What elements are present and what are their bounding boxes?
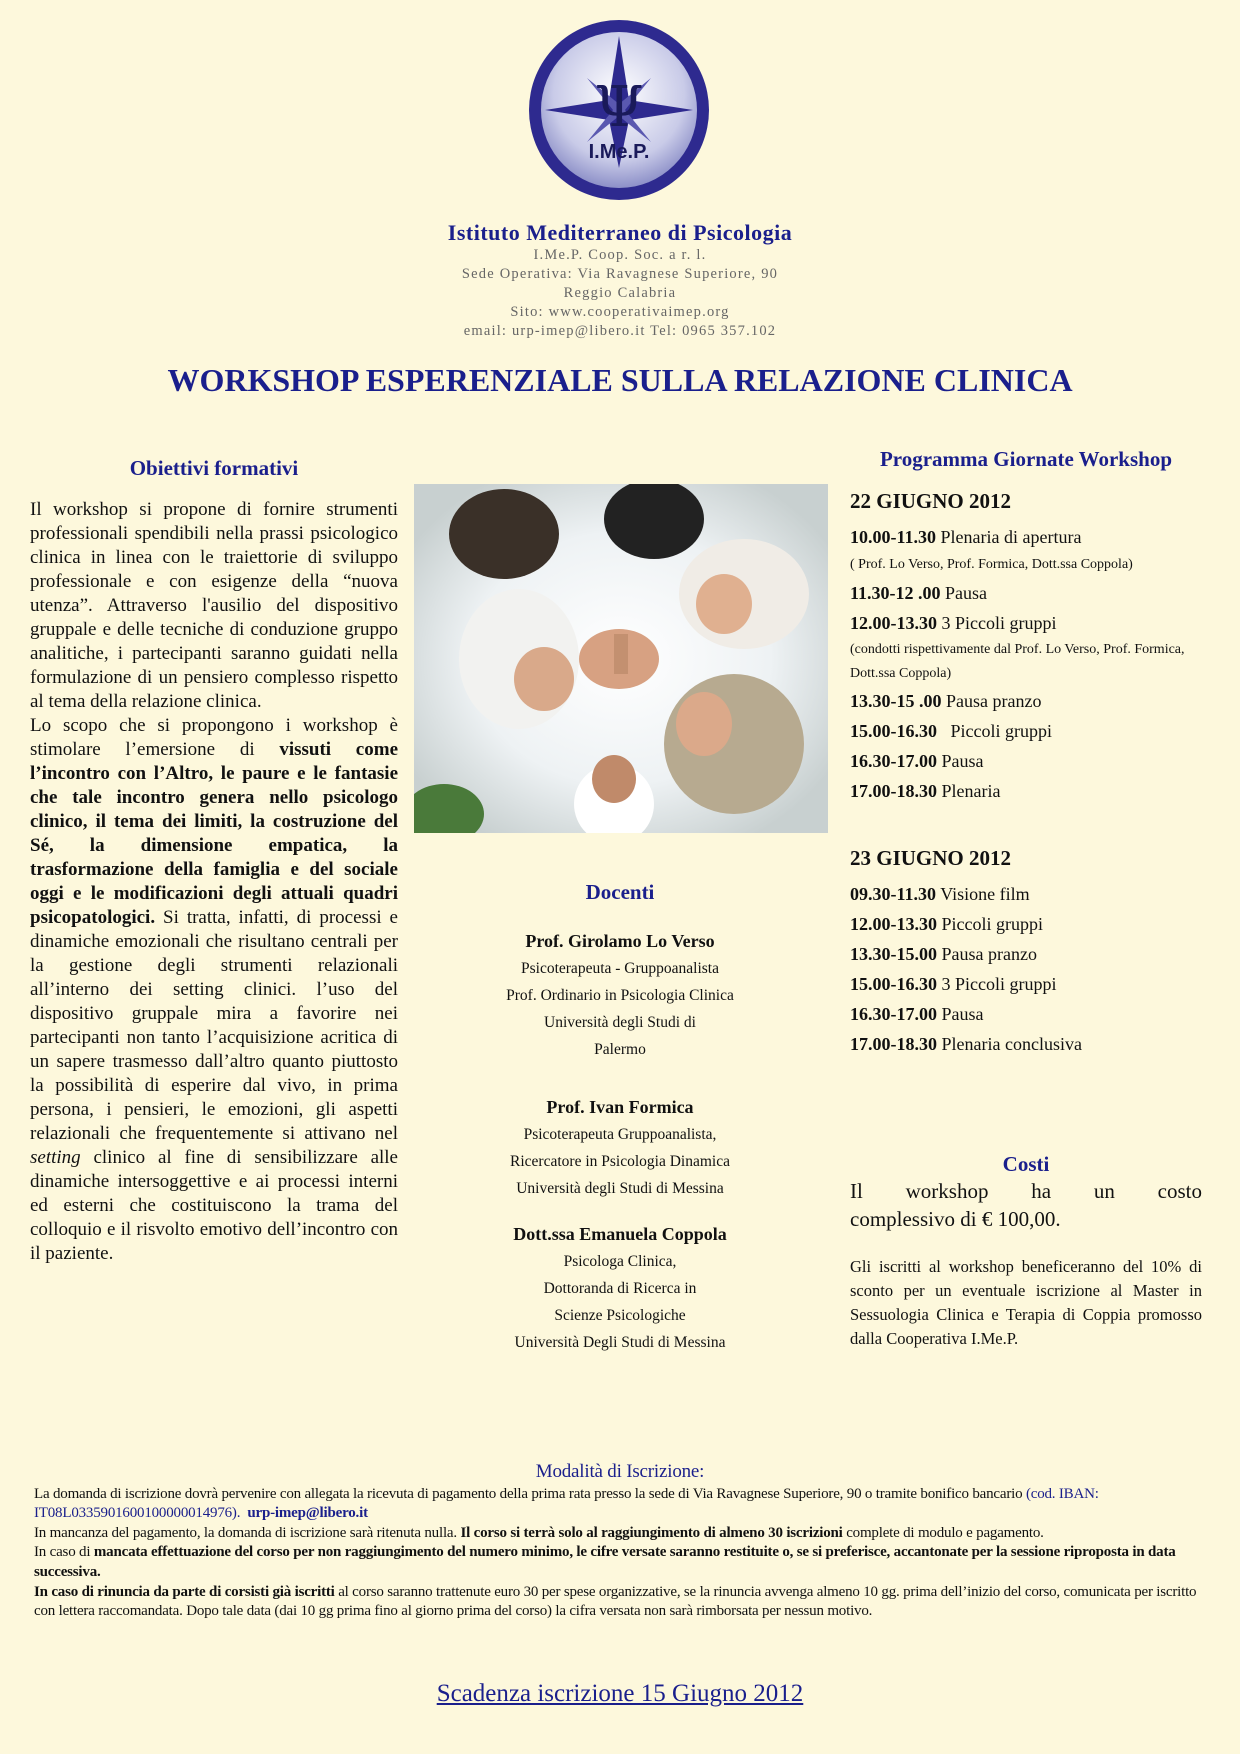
- programma-section: [850, 448, 1202, 1059]
- docenti-heading: Docenti: [585, 880, 655, 904]
- institute-line: I.Me.P. Coop. Soc. a r. l.: [533, 247, 707, 263]
- activity: Piccoli gruppi: [937, 721, 1052, 741]
- bold-text: Il corso si terrà solo al raggiungimento di almeno 30 iscrizioni: [460, 1524, 843, 1541]
- institute-contact: email: urp-imep@libero.it Tel: 0965 357.102: [463, 323, 777, 339]
- activity: Pausa: [937, 1004, 984, 1024]
- day-date: 23 GIUGNO 2012: [850, 846, 1012, 870]
- sconto-text: Gli iscritti al workshop beneficeranno del 10% di sconto per un eventuale iscrizione al Master in Sessuologia Clinica e Terapia di Coppia promosso dalla Cooperativa I.Me.P.: [850, 1257, 1202, 1348]
- text: In mancanza del pagamento, la domanda di iscrizione sarà ritenuta nulla.: [34, 1524, 461, 1541]
- activity: Visione film: [936, 884, 1030, 904]
- activity: Plenaria conclusiva: [937, 1034, 1082, 1054]
- text: clinico al fine di sensibilizzare alle dinamiche intersoggettive e ai processi interni ed esterni che costituiscono la trama del colloquio e il risvolto emotivo dell’incontro con il paziente.: [30, 1147, 398, 1264]
- costi-section: [850, 1152, 1202, 1351]
- institute-line: Reggio Calabria: [563, 285, 677, 301]
- modalita-heading: Modalità di Iscrizione:: [535, 1461, 705, 1482]
- time: 16.30-17.00: [850, 751, 937, 771]
- activity: 3 Piccoli gruppi: [937, 613, 1057, 633]
- costo-amount: complessivo di € 100,00.: [850, 1207, 1061, 1231]
- activity: 3 Piccoli gruppi: [937, 974, 1057, 994]
- schedule-item: [850, 909, 1202, 939]
- bold-text: In caso di rinuncia da parte di corsisti già iscritti: [34, 1583, 335, 1600]
- activity: Pausa: [940, 583, 988, 603]
- costo-line: Il workshop ha un costo: [850, 1179, 1202, 1203]
- docente-line: Palermo: [594, 1041, 646, 1058]
- text: Lo scopo che si propongono i workshop è stimolare l’emersione di: [30, 715, 398, 760]
- institute-line: Sede Operativa: Via Ravagnese Superiore, 90: [461, 266, 779, 282]
- docente-line: Prof. Ordinario in Psicologia Clinica: [506, 987, 734, 1004]
- imep-logo: [527, 18, 711, 202]
- activity: Pausa pranzo: [937, 944, 1037, 964]
- schedule-item: [850, 608, 1202, 638]
- time: 13.30-15.00: [850, 944, 937, 964]
- modalita-paragraph: [34, 1583, 1206, 1622]
- text: al corso saranno trattenute euro 30 per spese organizzative, se la rinuncia avvenga almeno 10 gg. prima dell’inizio del corso, comunicata per iscritto con lettera raccomandata. Dopo tale data (dai 10 gg prima fino al giorno prima del corso) la cifra versata non sarà rimborsata per nessun motivo.: [34, 1583, 1197, 1620]
- svg-text:Ψ: Ψ: [594, 75, 644, 140]
- schedule-item: [850, 746, 1202, 776]
- iban-text: (cod. IBAN: IT08L0335901600100000014976).: [34, 1485, 1099, 1522]
- time: 15.00-16.30: [850, 974, 937, 994]
- time: 16.30-17.00: [850, 1004, 937, 1024]
- docente-line: Università degli Studi di Messina: [516, 1180, 724, 1197]
- activity: Pausa pranzo: [941, 691, 1042, 711]
- modalita-paragraph: [34, 1524, 1206, 1544]
- schedule-item: [850, 578, 1202, 608]
- schedule-item: [850, 522, 1202, 552]
- time: 12.00-13.30: [850, 914, 937, 934]
- svg-text:I.Me.P.: I.Me.P.: [588, 141, 650, 163]
- time: 10.00-11.30: [850, 527, 937, 547]
- docenti-section: [450, 880, 790, 1356]
- bold-text: mancata effettuazione del corso per non raggiungimento del numero minimo: [93, 1544, 570, 1561]
- docente-line: Dottoranda di Ricerca in: [543, 1280, 697, 1297]
- activity: Piccoli gruppi: [937, 914, 1043, 934]
- text: La domanda di iscrizione dovrà pervenire con allegata la ricevuta di pagamento della prima rata presso la sede di Via Ravagnese Superiore, 90 o tramite bonifico bancario: [34, 1485, 1026, 1502]
- schedule-item: [850, 939, 1202, 969]
- schedule-item: [850, 999, 1202, 1029]
- text: In caso di: [34, 1544, 94, 1561]
- docente-name: Dott.ssa Emanuela Coppola: [513, 1224, 727, 1244]
- institute-name: Istituto Mediterraneo di Psicologia: [447, 220, 793, 245]
- docente-line: Università Degli Studi di Messina: [514, 1334, 726, 1351]
- schedule-item: [850, 879, 1202, 909]
- programma-heading: Programma Giornate Workshop: [879, 447, 1173, 471]
- schedule-item: [850, 1029, 1202, 1059]
- obiettivi-heading: Obiettivi formativi: [129, 456, 299, 480]
- docente-name: Prof. Girolamo Lo Verso: [525, 931, 715, 951]
- text: complete di modulo e pagamento.: [842, 1524, 1044, 1541]
- activity: Plenaria di apertura: [936, 527, 1082, 547]
- costi-heading: Costi: [1002, 1152, 1050, 1176]
- time: 15.00-16.30: [850, 721, 937, 741]
- time: 17.00-18.30: [850, 781, 937, 801]
- obiettivi-paragraph-2: [30, 714, 398, 1266]
- docente-name: Prof. Ivan Formica: [546, 1097, 694, 1117]
- docente-line: Psicologa Clinica,: [563, 1253, 677, 1270]
- schedule-item: [850, 776, 1202, 806]
- schedule-item: [850, 686, 1202, 716]
- schedule-note: (condotti rispettivamente dal Prof. Lo Verso, Prof. Formica, Dott.ssa Coppola): [850, 642, 1185, 681]
- time: 09.30-11.30: [850, 884, 937, 904]
- italic-text: setting: [30, 1147, 81, 1168]
- email-link[interactable]: urp-imep@libero.it: [247, 1505, 368, 1522]
- bold-text: vissuti come l’incontro con l’Altro, le paure e le fantasie che tale incontro genera nello psicologo clinico, il tema dei limiti, la costruzione del Sé, la dimensione empatica, la trasformazione della famiglia e del sociale oggi e le modificazioni degli attuali quadri psicopatologici.: [30, 739, 398, 928]
- docente-line: Scienze Psicologiche: [554, 1307, 686, 1324]
- day-date: 22 GIUGNO 2012: [850, 489, 1012, 513]
- obiettivi-section: [30, 456, 398, 1266]
- activity: Plenaria: [937, 781, 1001, 801]
- docente-line: Università degli Studi di: [544, 1014, 696, 1031]
- schedule-note: ( Prof. Lo Verso, Prof. Formica, Dott.ssa Coppola): [850, 557, 1133, 572]
- time: 13.30-15 .00: [850, 691, 942, 711]
- activity: Pausa: [937, 751, 984, 771]
- bold-text: , le cifre versate saranno restituite o, se si preferisce, accantonate per la sessione riproposta in data successiva.: [34, 1544, 1176, 1580]
- time: 17.00-18.30: [850, 1034, 937, 1054]
- page-title: WORKSHOP ESPERENZIALE SULLA RELAZIONE CLINICA: [167, 362, 1073, 398]
- deadline: Scadenza iscrizione 15 Giugno 2012: [436, 1680, 804, 1707]
- institute-header: [0, 220, 1240, 341]
- group-hands-photo: [414, 484, 828, 833]
- schedule-item: [850, 969, 1202, 999]
- docente-line: Ricercatore in Psicologia Dinamica: [510, 1153, 730, 1170]
- modalita-paragraph: [34, 1485, 1206, 1524]
- time: 11.30-12 .00: [850, 583, 941, 603]
- modalita-section: [34, 1462, 1206, 1622]
- modalita-paragraph: [34, 1543, 1206, 1582]
- institute-website: Sito: www.cooperativaimep.org: [510, 304, 730, 320]
- obiettivi-paragraph: Il workshop si propone di fornire strumenti professionali spendibili nella prassi psicologico clinica in linea con le traiettorie di sviluppo professionale e con esigenze della “nuova utenza”. Attraverso l'ausilio del dispositivo gruppale e delle tecniche di conduzione gruppo analitiche, i partecipanti saranno guidati nella formulazione di un pensiero complesso rispetto al tema della relazione clinica.: [30, 499, 398, 712]
- text: Si tratta, infatti, di processi e dinamiche emozionali che risultano centrali per la gestione degli strumenti relazionali all’interno dei setting clinici. l’uso del dispositivo gruppale mira a favorire nei partecipanti non tanto l’acquisizione acritica di un sapere trasmesso dall’altro quanto piuttosto la possibilità di esperire dal vivo, in prima persona, i pensieri, le emozioni, gli aspetti relazionali che frequentemente si attivano nel: [30, 907, 398, 1144]
- time: 12.00-13.30: [850, 613, 937, 633]
- docente-line: Psicoterapeuta Gruppoanalista,: [523, 1126, 717, 1143]
- docente-line: Psicoterapeuta - Gruppoanalista: [521, 960, 719, 977]
- schedule-item: [850, 716, 1202, 746]
